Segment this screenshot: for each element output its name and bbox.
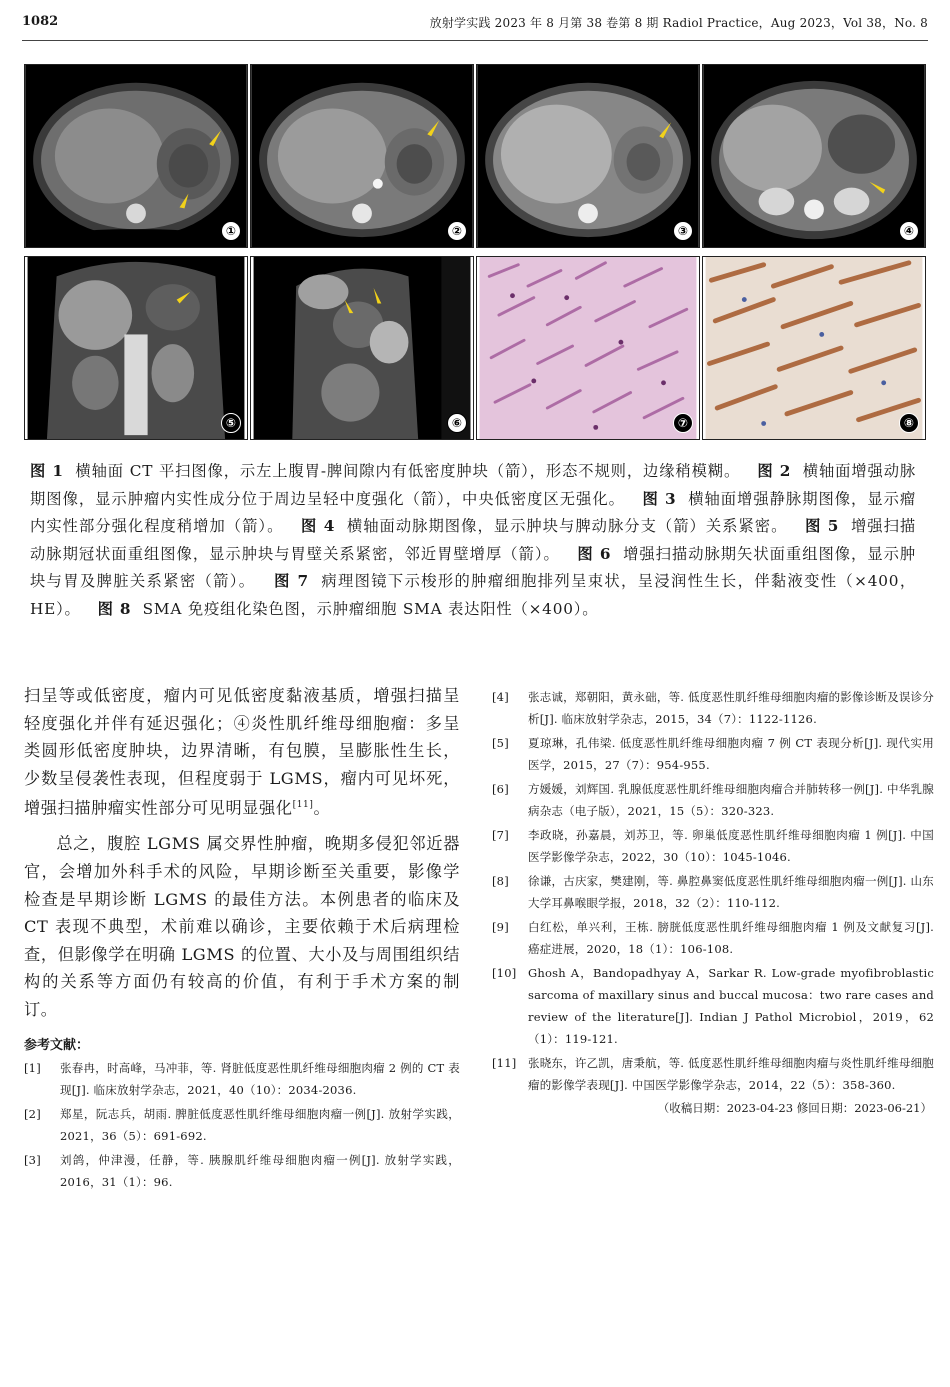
caption-label-5: 图 5 xyxy=(805,517,840,535)
reference-text: 夏琼琳，孔伟梁. 低度恶性肌纤维母细胞肉瘤 7 例 CT 表现分析[J]. 现代实用医学，2015，27（7）：954-955. xyxy=(528,736,934,772)
reference-text: 徐谦，古庆家，樊建刚，等. 鼻腔鼻窦低度恶性肌纤维母细胞肉瘤一例[J]. 山东大学耳鼻喉眼学报，2018，32（2）：110-112. xyxy=(528,874,934,910)
caption-label-1: 图 1 xyxy=(30,462,64,480)
reference-item xyxy=(24,1057,460,1101)
reference-item xyxy=(492,962,934,1050)
reference-text: 白红松，单兴利，王栋. 膀胱低度恶性肌纤维母细胞肉瘤 1 例及文献复习[J]. 癌症进展，2020，18（1）：106-108. xyxy=(528,920,934,956)
panel-label-3: ③ xyxy=(673,221,693,241)
reference-item xyxy=(492,870,934,914)
reference-number: [6] xyxy=(492,782,509,796)
he-histology-image xyxy=(477,257,699,439)
figure-panel-7 xyxy=(476,256,700,440)
reference-item xyxy=(24,1149,460,1193)
sma-ihc-image xyxy=(703,257,925,439)
reference-item xyxy=(492,778,934,822)
reference-number: [5] xyxy=(492,736,509,750)
reference-item xyxy=(492,686,934,730)
right-column xyxy=(492,686,934,1116)
reference-number: [4] xyxy=(492,690,509,704)
caption-text-6: 增强扫描动脉期矢状面重组图像，显示肿块与胃及脾脏关系紧密（箭）。 xyxy=(30,544,916,590)
caption-label-2: 图 2 xyxy=(757,462,792,480)
body-paragraph-1-text: 扫呈等或低密度，瘤内可见低密度黏液基质，增强扫描呈轻度强化并伴有延迟强化；④炎性肌纤维母细胞瘤：多呈类圆形低密度肿块，边界清晰，有包膜，呈膨胀性生长，少数呈侵袭性表现，但程度弱于 LGMS，瘤内可见坏死，增强扫描肿瘤实性部分可见明显强化 xyxy=(24,686,460,818)
reference-number: [9] xyxy=(492,920,509,934)
caption-text-2: 横轴面增强动脉期图像，显示肿瘤内实性成分位于周边呈轻中度强化（箭），中央低密度区无强化。 xyxy=(30,462,917,508)
figure-panel-8 xyxy=(702,256,926,440)
ct-sagittal-image xyxy=(251,257,473,439)
body-paragraph-1 xyxy=(24,682,460,822)
caption-label-6: 图 6 xyxy=(577,544,612,563)
ct-axial-venous-image xyxy=(477,65,699,247)
caption-text-3: 横轴面增强静脉期图像，显示瘤内实性部分强化程度稍增加（箭）。 xyxy=(30,489,917,535)
caption-label-4: 图 4 xyxy=(301,517,336,535)
reference-item xyxy=(492,824,934,868)
running-title: 放射学实践 2023 年 8 月第 38 卷第 8 期 Radiol Practice，Aug 2023，Vol 38，No. 8 xyxy=(429,16,928,30)
citation-11: [11] xyxy=(292,800,314,811)
references-title: 参考文献： xyxy=(24,1037,90,1053)
caption-label-3: 图 3 xyxy=(642,489,677,508)
reference-number: [8] xyxy=(492,874,509,888)
reference-number: [11] xyxy=(492,1056,517,1070)
reference-text: 张春冉，时高峰，马冲菲，等. 肾脏低度恶性肌纤维母细胞肉瘤 2 例的 CT 表现[J]. 临床放射学杂志，2021，40（10）：2034-2036. xyxy=(60,1060,460,1097)
figure-panel-5 xyxy=(24,256,248,440)
reference-number: [7] xyxy=(492,828,509,842)
caption-text-5: 增强扫描动脉期冠状面重组图像，显示肿块与胃壁关系紧密，邻近胃壁增厚（箭）。 xyxy=(30,517,917,563)
left-column xyxy=(24,682,460,1195)
panel-label-7: ⑦ xyxy=(673,413,693,433)
figure-grid xyxy=(24,64,926,444)
panel-label-2: ② xyxy=(447,221,467,241)
page-number: 1082 xyxy=(22,14,59,29)
ct-axial-arterial-image xyxy=(251,65,473,247)
ct-coronal-image xyxy=(25,257,247,439)
caption-text-1: 横轴面 CT 平扫图像，示左上腹胃-脾间隙内有低密度肿块（箭），形态不规则，边缘稍模糊。 xyxy=(75,462,741,480)
panel-label-1: ① xyxy=(221,221,241,241)
caption-text-4: 横轴面动脉期图像，显示肿块与脾动脉分支（箭）关系紧密。 xyxy=(346,517,788,535)
panel-label-4: ④ xyxy=(899,221,919,241)
figure-panel-2 xyxy=(250,64,474,248)
figure-panel-4 xyxy=(702,64,926,248)
caption-text-7: 病理图镜下示梭形的肿瘤细胞排列呈束状，呈浸润性生长，伴黏液变性（×400，HE）。 xyxy=(30,572,916,618)
reference-text: 方媛媛，刘辉国. 乳腺低度恶性肌纤维母细胞肉瘤合并肺转移一例[J]. 中华乳腺病杂志（电子版），2021，15（5）：320-323. xyxy=(528,782,934,818)
figure-panel-6 xyxy=(250,256,474,440)
caption-label-7: 图 7 xyxy=(274,572,309,590)
body-paragraph-2: 总之，腹腔 LGMS 属交界性肿瘤，晚期多侵犯邻近器官，会增加外科手术的风险，早期诊断至关重要，影像学检查是早期诊断 LGMS 的最佳方法。本例患者的临床及 CT 表现不典型，术前难以确诊，主要依赖于术后病理检查，但影像学在明确 LGMS 的位置、大小及与周围组织结构的关系等方面仍有较高的价值，有利于手术方案的制订。 xyxy=(24,834,460,1019)
reference-number: [2] xyxy=(24,1106,41,1121)
reference-number: [1] xyxy=(24,1060,41,1075)
reference-number: [3] xyxy=(24,1152,41,1167)
reference-item xyxy=(492,1052,934,1096)
body-paragraph-1-end: 。 xyxy=(313,798,331,818)
reference-text: 张志诚，郑朝阳，黄永础，等. 低度恶性肌纤维母细胞肉瘤的影像诊断及误诊分析[J]. 临床放射学杂志，2015，34（7）：1122-1126. xyxy=(528,690,934,726)
reference-number: [10] xyxy=(492,966,517,980)
header-rule xyxy=(22,40,928,41)
reference-text: 刘鸽，仲津漫，任静，等. 胰腺肌纤维母细胞肉瘤一例[J]. 放射学实践，2016，31（1）：96. xyxy=(60,1152,460,1189)
reference-text: 李政晓，孙嘉晨，刘苏卫，等. 卵巢低度恶性肌纤维母细胞肉瘤 1 例[J]. 中国医学影像学杂志，2022，30（10）：1045-1046. xyxy=(528,828,934,864)
caption-text-8: SMA 免疫组化染色图，示肿瘤细胞 SMA 表达阳性（×400）。 xyxy=(142,599,599,618)
figure-panel-3 xyxy=(476,64,700,248)
caption-label-8: 图 8 xyxy=(97,599,132,618)
reference-text: 张晓东，许乙凯，唐秉航，等. 低度恶性肌纤维母细胞肉瘤与炎性肌纤维母细胞瘤的影像学表现[J]. 中国医学影像学杂志，2014，22（5）：358-360. xyxy=(528,1056,934,1092)
reference-item xyxy=(492,732,934,776)
reference-text: 郑星，阮志兵，胡雨. 脾脏低度恶性肌纤维母细胞肉瘤一例[J]. 放射学实践，2021，36（5）：691-692. xyxy=(60,1106,460,1143)
panel-label-5: ⑤ xyxy=(221,413,241,433)
page-header xyxy=(22,10,928,34)
figure-panel-1 xyxy=(24,64,248,248)
received-revised-dates: （收稿日期：2023-04-23 修回日期：2023-06-21） xyxy=(657,1101,932,1115)
ct-axial-arterial-kidney-image xyxy=(703,65,925,247)
figure-caption xyxy=(30,458,916,623)
reference-text: Ghosh A，Bandopadhyay A，Sarkar R. Low-grade myofibroblastic sarcoma of maxillary sinus and buccal mucosa：two rare cases and review of the literature[J]. Indian J Pathol Microbiol，2019，62（1）：119-121. xyxy=(528,966,934,1046)
panel-label-6: ⑥ xyxy=(447,413,467,433)
reference-item xyxy=(492,916,934,960)
ct-axial-plain-image xyxy=(25,65,247,247)
panel-label-8: ⑧ xyxy=(899,413,919,433)
reference-item xyxy=(24,1103,460,1147)
